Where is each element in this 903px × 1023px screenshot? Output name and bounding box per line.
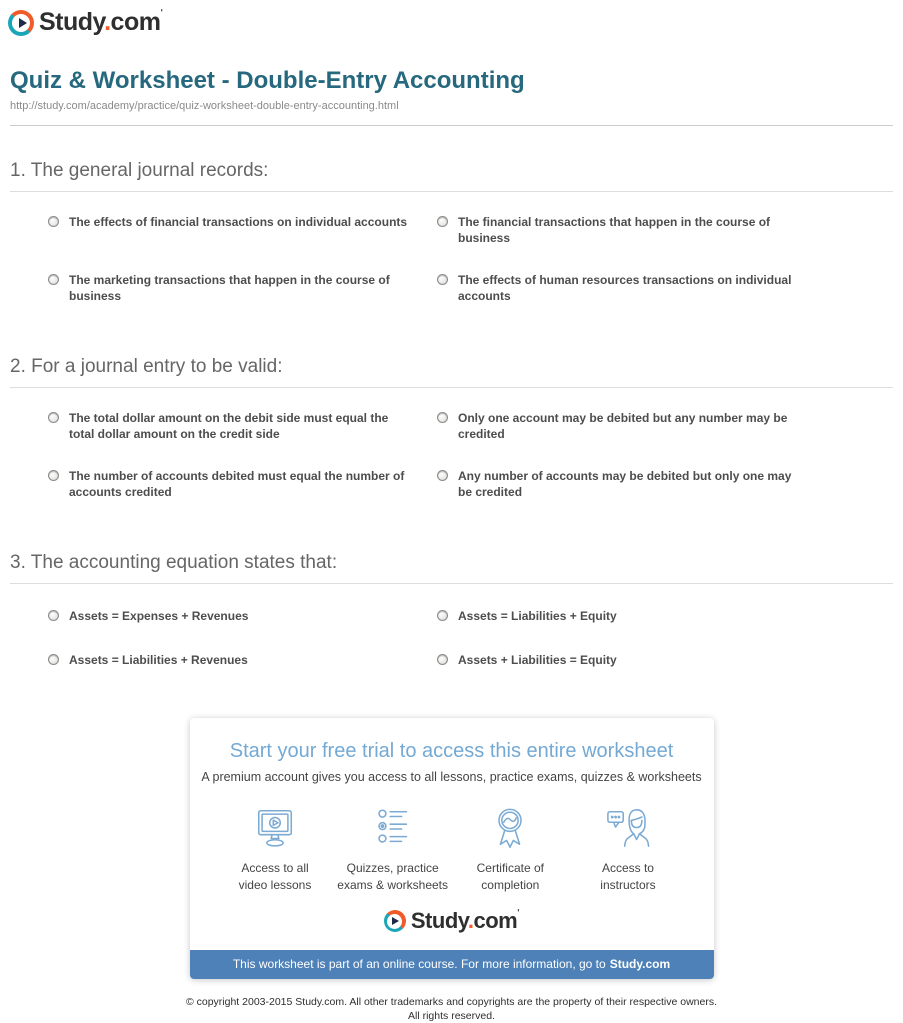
answer-option[interactable] xyxy=(437,608,893,624)
answer-option-label[interactable]: Any number of accounts may be debited but only one may be credited xyxy=(458,469,792,499)
feature-video-lessons xyxy=(218,806,333,894)
radio-button[interactable] xyxy=(437,216,448,227)
radio-button[interactable] xyxy=(437,654,448,665)
logo-wordmark: Study.com' xyxy=(39,8,163,36)
feature-label: Certificate of completion xyxy=(476,861,544,892)
answer-option-label[interactable]: Assets = Liabilities + Equity xyxy=(458,609,617,623)
question-3-options xyxy=(48,608,893,668)
page-url: http://study.com/academy/practice/quiz-worksheet-double-entry-accounting.html xyxy=(10,100,399,112)
answer-option-label[interactable]: The marketing transactions that happen in the course of business xyxy=(69,273,390,303)
answer-option[interactable] xyxy=(48,608,437,624)
answer-option[interactable] xyxy=(48,272,437,304)
answer-option-label[interactable]: The total dollar amount on the debit side must equal the total dollar amount on the credit side xyxy=(69,411,389,441)
question-1-heading: 1. The general journal records: xyxy=(10,160,269,181)
answer-option[interactable] xyxy=(48,652,437,668)
certificate-icon xyxy=(487,806,533,850)
promo-subtitle: A premium account gives you access to all lessons, practice exams, quizzes & worksheets xyxy=(201,770,702,784)
page-title: Quiz & Worksheet - Double-Entry Accounting xyxy=(10,67,525,94)
question-2-heading: 2. For a journal entry to be valid: xyxy=(10,356,283,377)
radio-button[interactable] xyxy=(437,274,448,285)
promo-footer-bar xyxy=(190,950,714,979)
promo-title: Start your free trial to access this entire worksheet xyxy=(229,740,674,762)
answer-option[interactable] xyxy=(437,468,893,500)
features-row xyxy=(218,806,686,894)
logo-wordmark: Study.com' xyxy=(410,908,520,933)
feature-label: Access to instructors xyxy=(600,861,656,892)
question-1-divider xyxy=(10,191,893,192)
feature-label: Quizzes, practice exams & worksheets xyxy=(337,861,449,892)
studycom-logo xyxy=(8,8,162,37)
studycom-logo xyxy=(384,908,519,934)
answer-option-label[interactable]: The financial transactions that happen in the course of business xyxy=(458,215,771,245)
answer-option[interactable] xyxy=(48,468,437,500)
question-3 xyxy=(10,552,893,668)
play-circle-icon xyxy=(384,910,406,932)
radio-button[interactable] xyxy=(437,412,448,423)
answer-option[interactable] xyxy=(48,410,437,442)
answer-option-label[interactable]: Assets = Liabilities + Revenues xyxy=(69,653,248,667)
question-1-options xyxy=(48,214,893,304)
answer-option[interactable] xyxy=(437,214,893,246)
answer-option[interactable] xyxy=(437,652,893,668)
answer-option-label[interactable]: The number of accounts debited must equal the number of accounts credited xyxy=(69,469,405,499)
title-divider xyxy=(10,125,893,126)
promo-logo-area xyxy=(190,908,714,934)
question-1 xyxy=(10,160,893,304)
answer-option[interactable] xyxy=(437,272,893,304)
feature-quizzes xyxy=(335,806,450,894)
question-2-divider xyxy=(10,387,893,388)
answer-option[interactable] xyxy=(48,214,437,246)
radio-button[interactable] xyxy=(48,412,59,423)
radio-button[interactable] xyxy=(48,654,59,665)
answer-option-label[interactable]: Assets + Liabilities = Equity xyxy=(458,653,617,667)
question-2 xyxy=(10,356,893,500)
feature-label: Access to all video lessons xyxy=(238,861,312,892)
promo-bar-text: This worksheet is part of an online course. For more information, go to xyxy=(232,957,606,971)
site-header xyxy=(0,0,903,37)
radio-button[interactable] xyxy=(48,470,59,481)
radio-button[interactable] xyxy=(437,610,448,621)
feature-certificate xyxy=(453,806,568,894)
instructors-icon xyxy=(605,806,651,850)
radio-button[interactable] xyxy=(48,610,59,621)
video-lessons-icon xyxy=(252,806,298,850)
answer-option-label[interactable]: Only one account may be debited but any number may be credited xyxy=(458,411,788,441)
question-3-divider xyxy=(10,583,893,584)
radio-button[interactable] xyxy=(437,470,448,481)
free-trial-promo-card xyxy=(190,718,714,979)
answer-option-label[interactable]: Assets = Expenses + Revenues xyxy=(69,609,249,623)
question-2-options xyxy=(48,410,893,500)
answer-option[interactable] xyxy=(437,410,893,442)
quizzes-icon xyxy=(370,806,416,850)
play-circle-icon xyxy=(8,10,34,36)
answer-option-label[interactable]: The effects of financial transactions on individual accounts xyxy=(69,215,408,229)
promo-bar-brand-link[interactable]: Study.com xyxy=(609,957,671,971)
answer-option-label[interactable]: The effects of human resources transactions on individual accounts xyxy=(458,273,792,303)
feature-instructors xyxy=(570,806,685,894)
radio-button[interactable] xyxy=(48,216,59,227)
copyright-notice: © copyright 2003-2015 Study.com. All other trademarks and copyrights are the property of their respective owners. All rights reserved. xyxy=(185,996,718,1022)
question-3-heading: 3. The accounting equation states that: xyxy=(10,552,338,573)
radio-button[interactable] xyxy=(48,274,59,285)
